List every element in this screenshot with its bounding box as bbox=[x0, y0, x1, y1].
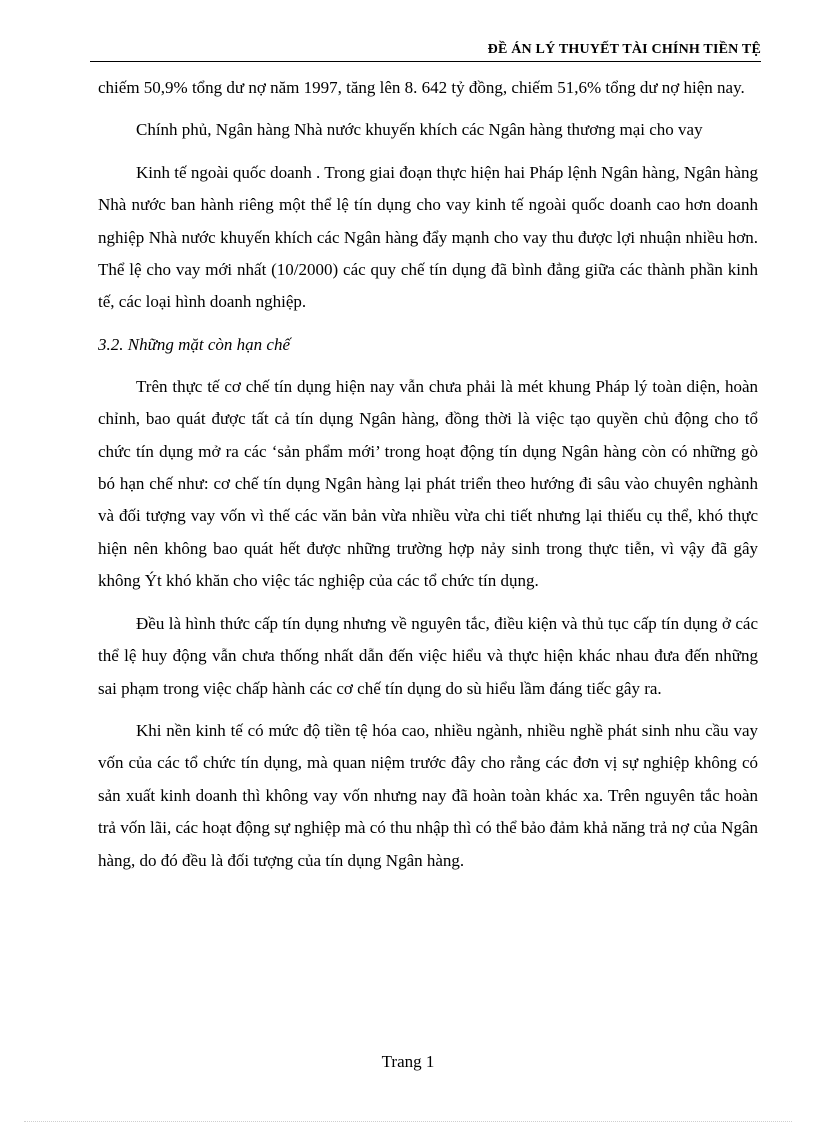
page-bottom-divider bbox=[24, 1121, 792, 1122]
paragraph: Khi nền kinh tế có mức độ tiền tệ hóa cao, nhiều ngành, nhiều nghề phát sinh nhu cầu vay vốn của các tổ chức tín dụng, mà quan niệm trước đây cho rằng các đơn vị sự nghiệp không có sản xuất kinh doanh thì không vay vốn nhưng nay đã hoàn toàn khác xa. Trên nguyên tắc hoàn trả vốn lãi, các hoạt động sự nghiệp mà có thu nhập thì có thể bảo đảm khả năng trả nợ của Ngân hàng, do đó đều là đối tượng của tín dụng Ngân hàng. bbox=[98, 720, 758, 870]
document-body bbox=[98, 72, 758, 887]
paragraph: Đều là hình thức cấp tín dụng nhưng về nguyên tắc, điều kiện và thủ tục cấp tín dụng ở các thể lệ huy động vẫn chưa thống nhất dẫn đến việc hiểu và thực hiện khác nhau đưa đến những sai phạm trong việc chấp hành các cơ chế tín dụng do sù hiểu lầm đáng tiếc gây ra. bbox=[98, 613, 758, 698]
page-header: ĐỀ ÁN LÝ THUYẾT TÀI CHÍNH TIỀN TỆ bbox=[90, 42, 761, 62]
paragraph-continuation: chiếm 50,9% tổng dư nợ năm 1997, tăng lên 8. 642 tỷ đồng, chiếm 51,6% tổng dư nợ hiện nay. bbox=[98, 78, 745, 97]
paragraph: Trên thực tế cơ chế tín dụng hiện nay vẫn chưa phải là mét khung Pháp lý toàn diện, hoàn chỉnh, bao quát được tất cả tín dụng Ngân hàng, đồng thời là việc tạo quyền chủ động cho tổ chức tín dụng mở ra các ‘sản phẩm mới’ trong hoạt động tín dụng Ngân hàng còn có những gò bó hạn chế như: cơ chế tín dụng Ngân hàng lại phát triển theo hướng đi sâu vào chuyên nghành và đối tượng vay vốn vì thế các văn bản vừa nhiều vừa chi tiết nhưng lại thiếu cụ thể, khó thực hiện nên không bao quát hết được những trường hợp nảy sinh trong thực tiễn, vì vậy đã gây không Ýt khó khăn cho việc tác nghiệp của các tổ chức tín dụng. bbox=[98, 376, 758, 591]
paragraph: Kinh tế ngoài quốc doanh . Trong giai đoạn thực hiện hai Pháp lệnh Ngân hàng, Ngân hàng Nhà nước ban hành riêng một thể lệ tín dụng cho vay kinh tế ngoài quốc doanh cao hơn doanh nghiệp Nhà nước khuyến khích các Ngân hàng đẩy mạnh cho vay thu được lợi nhuận nhiều hơn. Thể lệ cho vay mới nhất (10/2000) các quy chế tín dụng đã bình đẳng giữa các thành phần kinh tế, các loại hình doanh nghiệp. bbox=[98, 162, 758, 312]
paragraph: Chính phủ, Ngân hàng Nhà nước khuyến khích các Ngân hàng thương mại cho vay bbox=[136, 120, 703, 140]
section-heading: 3.2. Những mặt còn hạn chế bbox=[98, 334, 290, 354]
page-number: Trang 1 bbox=[381, 1052, 435, 1071]
